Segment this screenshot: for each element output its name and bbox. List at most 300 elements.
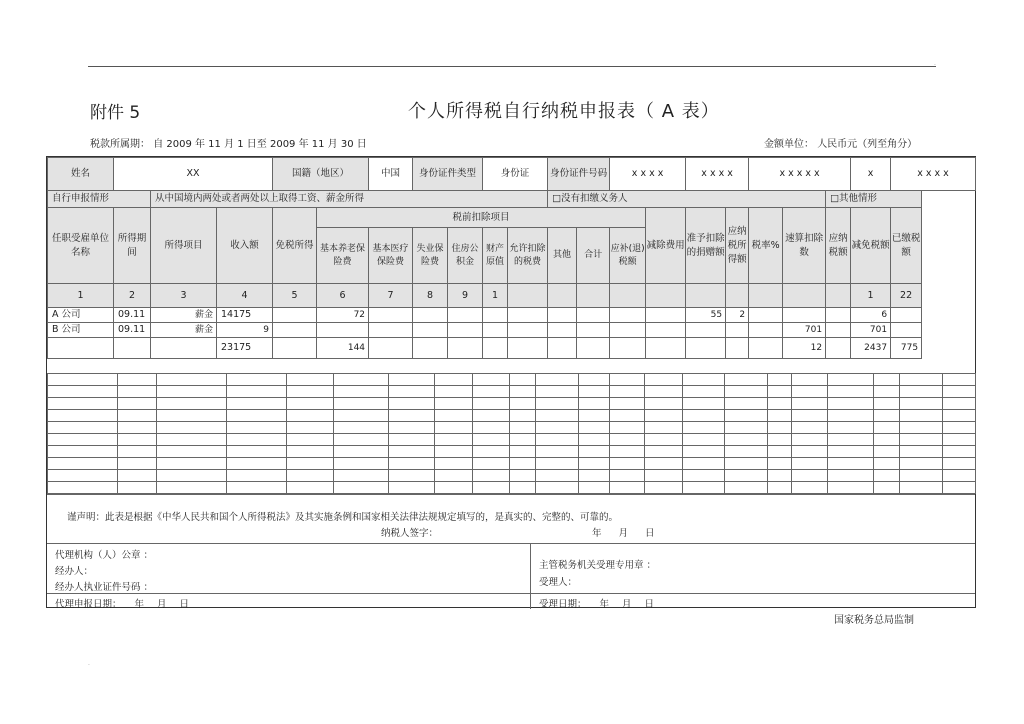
empty-cell[interactable] [118,446,157,458]
cell[interactable] [749,338,783,359]
empty-cell[interactable] [900,434,942,446]
empty-cell[interactable] [286,374,333,386]
taxpayer-signature[interactable]: 纳税人签字： [381,528,439,539]
empty-cell[interactable] [578,434,609,446]
empty-cell[interactable] [609,482,644,494]
cell[interactable] [610,338,646,359]
id-digit-group[interactable]: x [851,158,891,191]
id-digit-group[interactable]: x x x x [610,158,686,191]
empty-cell[interactable] [767,434,791,446]
empty-cell[interactable] [157,374,227,386]
cell-period[interactable]: 09.11 [114,323,151,338]
empty-cell[interactable] [900,470,942,482]
empty-cell[interactable] [536,446,578,458]
empty-cell[interactable] [644,482,682,494]
empty-cell[interactable] [388,434,435,446]
receiver-field[interactable]: 受理人： [539,577,578,588]
empty-cell[interactable] [286,398,333,410]
empty-cell[interactable] [767,398,791,410]
empty-cell[interactable] [725,482,767,494]
empty-cell[interactable] [609,398,644,410]
empty-cell[interactable] [767,374,791,386]
cell[interactable] [577,323,610,338]
cell-employer[interactable]: A 公司 [48,308,114,323]
cell-tax-paid[interactable]: 2437 [851,338,891,359]
empty-cell[interactable] [767,458,791,470]
empty-cell[interactable] [578,470,609,482]
cell[interactable] [610,308,646,323]
cell-pension[interactable]: 144 [317,338,369,359]
cell[interactable] [369,338,413,359]
empty-cell[interactable] [509,410,536,422]
empty-cell[interactable] [828,458,874,470]
empty-cell[interactable] [578,446,609,458]
empty-cell[interactable] [578,422,609,434]
empty-cell[interactable] [435,446,472,458]
empty-cell[interactable] [333,446,388,458]
empty-cell[interactable] [792,374,828,386]
empty-cell[interactable] [792,470,828,482]
empty-cell[interactable] [48,482,118,494]
empty-cell[interactable] [227,446,286,458]
empty-cell[interactable] [157,386,227,398]
empty-cell[interactable] [227,470,286,482]
empty-cell[interactable] [509,398,536,410]
empty-cell[interactable] [536,458,578,470]
empty-cell[interactable] [333,482,388,494]
cell[interactable] [483,338,508,359]
empty-cell[interactable] [536,470,578,482]
empty-cell[interactable] [578,386,609,398]
empty-cell[interactable] [157,422,227,434]
empty-cell[interactable] [725,446,767,458]
accept-date-field[interactable]: 受理日期： 年 月 日 [539,599,655,610]
cell-item[interactable]: 薪金 [151,323,217,338]
empty-cell[interactable] [792,446,828,458]
cell[interactable] [508,338,548,359]
empty-cell[interactable] [828,410,874,422]
cell-item[interactable] [151,338,217,359]
empty-cell[interactable] [900,398,942,410]
empty-cell[interactable] [767,482,791,494]
cell[interactable] [483,308,508,323]
empty-cell[interactable] [536,482,578,494]
empty-cell[interactable] [644,470,682,482]
empty-cell[interactable] [942,398,975,410]
empty-cell[interactable] [435,386,472,398]
empty-cell[interactable] [725,374,767,386]
cell-item[interactable]: 薪金 [151,308,217,323]
empty-cell[interactable] [942,422,975,434]
empty-cell[interactable] [644,422,682,434]
empty-cell[interactable] [157,470,227,482]
empty-cell[interactable] [873,422,900,434]
cell-refund[interactable] [891,323,922,338]
empty-cell[interactable] [792,458,828,470]
empty-cell[interactable] [942,434,975,446]
empty-cell[interactable] [767,446,791,458]
empty-cell[interactable] [286,470,333,482]
cell[interactable] [369,308,413,323]
empty-cell[interactable] [472,458,509,470]
empty-cell[interactable] [536,374,578,386]
cell-pension[interactable] [317,323,369,338]
empty-cell[interactable] [48,470,118,482]
empty-cell[interactable] [286,386,333,398]
cell[interactable] [413,308,448,323]
empty-cell[interactable] [792,398,828,410]
empty-cell[interactable] [828,386,874,398]
empty-cell[interactable] [388,386,435,398]
empty-cell[interactable] [157,446,227,458]
cell-refund[interactable]: 775 [891,338,922,359]
empty-cell[interactable] [725,398,767,410]
empty-cell[interactable] [792,434,828,446]
empty-cell[interactable] [609,470,644,482]
cell-rate[interactable]: 2 [726,308,749,323]
cell-tax-due[interactable]: 701 [783,323,826,338]
empty-cell[interactable] [472,482,509,494]
empty-cell[interactable] [286,446,333,458]
empty-cell[interactable] [873,446,900,458]
empty-cell[interactable] [682,398,724,410]
empty-cell[interactable] [333,470,388,482]
name-value[interactable]: XX [114,158,273,191]
empty-cell[interactable] [767,410,791,422]
empty-cell[interactable] [157,434,227,446]
empty-cell[interactable] [682,446,724,458]
empty-cell[interactable] [333,410,388,422]
situation-option-no-withholder[interactable]: □没有扣缴义务人 [548,191,826,208]
empty-cell[interactable] [118,434,157,446]
empty-cell[interactable] [900,410,942,422]
empty-cell[interactable] [48,374,118,386]
empty-cell[interactable] [536,398,578,410]
empty-cell[interactable] [767,386,791,398]
empty-cell[interactable] [435,458,472,470]
empty-cell[interactable] [942,410,975,422]
empty-cell[interactable] [942,458,975,470]
empty-cell[interactable] [472,386,509,398]
cell[interactable] [610,323,646,338]
empty-cell[interactable] [48,386,118,398]
cell[interactable] [749,308,783,323]
empty-cell[interactable] [48,410,118,422]
cell-employer[interactable] [48,338,114,359]
empty-cell[interactable] [286,458,333,470]
empty-cell[interactable] [536,386,578,398]
empty-cell[interactable] [900,482,942,494]
id-type-value[interactable]: 身份证 [483,158,548,191]
empty-cell[interactable] [509,458,536,470]
cell-rate[interactable] [726,323,749,338]
empty-cell[interactable] [900,458,942,470]
empty-cell[interactable] [828,398,874,410]
empty-cell[interactable] [48,446,118,458]
empty-cell[interactable] [472,398,509,410]
empty-cell[interactable] [828,422,874,434]
empty-cell[interactable] [792,386,828,398]
cell[interactable] [577,308,610,323]
cell[interactable] [577,338,610,359]
empty-cell[interactable] [644,458,682,470]
empty-cell[interactable] [333,434,388,446]
empty-cell[interactable] [227,482,286,494]
empty-cell[interactable] [942,470,975,482]
empty-cell[interactable] [509,482,536,494]
empty-cell[interactable] [828,482,874,494]
situation-option-multi-source[interactable]: 从中国境内两处或者两处以上取得工资、薪金所得 [151,191,548,208]
empty-cell[interactable] [536,410,578,422]
empty-cell[interactable] [435,374,472,386]
empty-cell[interactable] [609,446,644,458]
id-digit-group[interactable]: x x x x [686,158,749,191]
empty-cell[interactable] [388,446,435,458]
empty-cell[interactable] [644,410,682,422]
cell[interactable] [483,323,508,338]
cell[interactable] [369,323,413,338]
empty-cell[interactable] [48,458,118,470]
empty-cell[interactable] [118,458,157,470]
cell[interactable] [826,323,851,338]
empty-cell[interactable] [644,434,682,446]
empty-cell[interactable] [509,422,536,434]
empty-cell[interactable] [609,410,644,422]
empty-cell[interactable] [472,470,509,482]
empty-cell[interactable] [435,470,472,482]
empty-cell[interactable] [227,386,286,398]
empty-cell[interactable] [472,422,509,434]
empty-cell[interactable] [509,470,536,482]
empty-cell[interactable] [333,374,388,386]
empty-cell[interactable] [157,398,227,410]
empty-cell[interactable] [682,482,724,494]
empty-cell[interactable] [609,434,644,446]
empty-cell[interactable] [828,374,874,386]
cell[interactable] [413,338,448,359]
cell-period[interactable]: 09.11 [114,308,151,323]
empty-cell[interactable] [435,410,472,422]
empty-cell[interactable] [682,458,724,470]
empty-cell[interactable] [509,434,536,446]
empty-cell[interactable] [157,410,227,422]
empty-cell[interactable] [227,434,286,446]
cell-income[interactable]: 14175 [217,308,273,323]
empty-cell[interactable] [873,482,900,494]
empty-cell[interactable] [828,470,874,482]
empty-cell[interactable] [227,374,286,386]
empty-cell[interactable] [578,482,609,494]
cell[interactable] [548,323,577,338]
empty-cell[interactable] [333,422,388,434]
empty-cell[interactable] [942,386,975,398]
empty-cell[interactable] [286,410,333,422]
cell[interactable] [646,323,686,338]
id-digit-group[interactable]: x x x x x [749,158,851,191]
cell-income[interactable]: 23175 [217,338,273,359]
empty-cell[interactable] [435,434,472,446]
empty-cell[interactable] [644,386,682,398]
cell[interactable] [548,308,577,323]
certificate-field[interactable]: 经办人执业证件号码 ： [55,582,154,593]
handler-field[interactable]: 经办人： [55,566,94,577]
cell-tax-due[interactable] [783,308,826,323]
empty-cell[interactable] [725,458,767,470]
empty-cell[interactable] [942,482,975,494]
cell-taxable[interactable] [686,323,726,338]
empty-cell[interactable] [942,374,975,386]
empty-cell[interactable] [900,386,942,398]
cell[interactable] [646,308,686,323]
empty-cell[interactable] [900,374,942,386]
empty-cell[interactable] [227,410,286,422]
cell[interactable] [448,338,483,359]
empty-cell[interactable] [286,422,333,434]
empty-cell[interactable] [792,422,828,434]
empty-cell[interactable] [578,458,609,470]
empty-cell[interactable] [682,434,724,446]
empty-cell[interactable] [536,434,578,446]
empty-cell[interactable] [900,446,942,458]
cell-pension[interactable]: 72 [317,308,369,323]
situation-option-other[interactable]: □其他情形 [826,191,922,208]
cell[interactable] [448,323,483,338]
empty-cell[interactable] [828,434,874,446]
cell-tax-due[interactable]: 12 [783,338,826,359]
empty-cell[interactable] [873,410,900,422]
empty-cell[interactable] [725,386,767,398]
office-seal-field[interactable]: 主管税务机关受理专用章 ： [539,560,657,571]
empty-cell[interactable] [609,458,644,470]
empty-cell[interactable] [48,434,118,446]
empty-cell[interactable] [609,386,644,398]
empty-cell[interactable] [578,398,609,410]
empty-cell[interactable] [644,446,682,458]
agent-date-field[interactable]: 代理申报日期： 年 月 日 [55,599,190,610]
empty-cell[interactable] [118,386,157,398]
empty-cell[interactable] [900,422,942,434]
empty-cell[interactable] [435,422,472,434]
cell[interactable] [646,338,686,359]
empty-cell[interactable] [792,410,828,422]
empty-cell[interactable] [578,410,609,422]
empty-cell[interactable] [286,434,333,446]
empty-cell[interactable] [725,434,767,446]
empty-cell[interactable] [227,458,286,470]
cell-taxable[interactable] [686,338,726,359]
empty-cell[interactable] [509,374,536,386]
empty-cell[interactable] [333,386,388,398]
empty-cell[interactable] [682,410,724,422]
cell[interactable] [273,308,317,323]
empty-cell[interactable] [157,482,227,494]
empty-cell[interactable] [873,434,900,446]
empty-cell[interactable] [644,398,682,410]
empty-cell[interactable] [118,398,157,410]
cell-period[interactable] [114,338,151,359]
empty-cell[interactable] [725,422,767,434]
id-digit-group[interactable]: x x x x [891,158,976,191]
empty-cell[interactable] [388,410,435,422]
cell[interactable] [273,338,317,359]
empty-cell[interactable] [725,470,767,482]
empty-cell[interactable] [609,422,644,434]
empty-cell[interactable] [48,398,118,410]
empty-cell[interactable] [682,470,724,482]
empty-cell[interactable] [682,386,724,398]
cell-tax-paid[interactable]: 701 [851,323,891,338]
cell[interactable] [548,338,577,359]
empty-cell[interactable] [227,398,286,410]
empty-cell[interactable] [472,434,509,446]
empty-cell[interactable] [873,398,900,410]
empty-cell[interactable] [828,446,874,458]
nationality-value[interactable]: 中国 [369,158,413,191]
empty-cell[interactable] [157,458,227,470]
empty-cell[interactable] [472,446,509,458]
empty-cell[interactable] [942,446,975,458]
empty-cell[interactable] [48,422,118,434]
empty-cell[interactable] [682,374,724,386]
empty-cell[interactable] [333,398,388,410]
empty-cell[interactable] [118,482,157,494]
empty-cell[interactable] [873,374,900,386]
cell-refund[interactable] [891,308,922,323]
cell[interactable] [508,308,548,323]
cell-employer[interactable]: B 公司 [48,323,114,338]
empty-cell[interactable] [118,410,157,422]
empty-cell[interactable] [767,470,791,482]
empty-cell[interactable] [536,422,578,434]
cell-tax-paid[interactable]: 6 [851,308,891,323]
empty-cell[interactable] [435,482,472,494]
empty-cell[interactable] [388,470,435,482]
empty-cell[interactable] [388,398,435,410]
cell[interactable] [448,308,483,323]
empty-cell[interactable] [118,470,157,482]
empty-cell[interactable] [609,374,644,386]
cell-taxable[interactable]: 55 [686,308,726,323]
empty-cell[interactable] [435,398,472,410]
cell[interactable] [826,308,851,323]
empty-cell[interactable] [388,374,435,386]
signature-date[interactable]: 年 月 日 [592,528,655,539]
empty-cell[interactable] [118,422,157,434]
empty-cell[interactable] [286,482,333,494]
empty-cell[interactable] [472,410,509,422]
empty-cell[interactable] [509,386,536,398]
empty-cell[interactable] [333,458,388,470]
empty-cell[interactable] [873,458,900,470]
cell[interactable] [749,323,783,338]
empty-cell[interactable] [792,482,828,494]
empty-cell[interactable] [725,410,767,422]
cell[interactable] [826,338,851,359]
empty-cell[interactable] [644,374,682,386]
empty-cell[interactable] [767,422,791,434]
empty-cell[interactable] [873,470,900,482]
cell-income[interactable]: 9 [217,323,273,338]
empty-cell[interactable] [472,374,509,386]
empty-cell[interactable] [388,458,435,470]
agent-seal-field[interactable]: 代理机构（人）公章 ： [55,550,154,561]
empty-cell[interactable] [388,482,435,494]
cell[interactable] [413,323,448,338]
empty-cell[interactable] [578,374,609,386]
cell[interactable] [508,323,548,338]
empty-cell[interactable] [388,422,435,434]
empty-cell[interactable] [118,374,157,386]
